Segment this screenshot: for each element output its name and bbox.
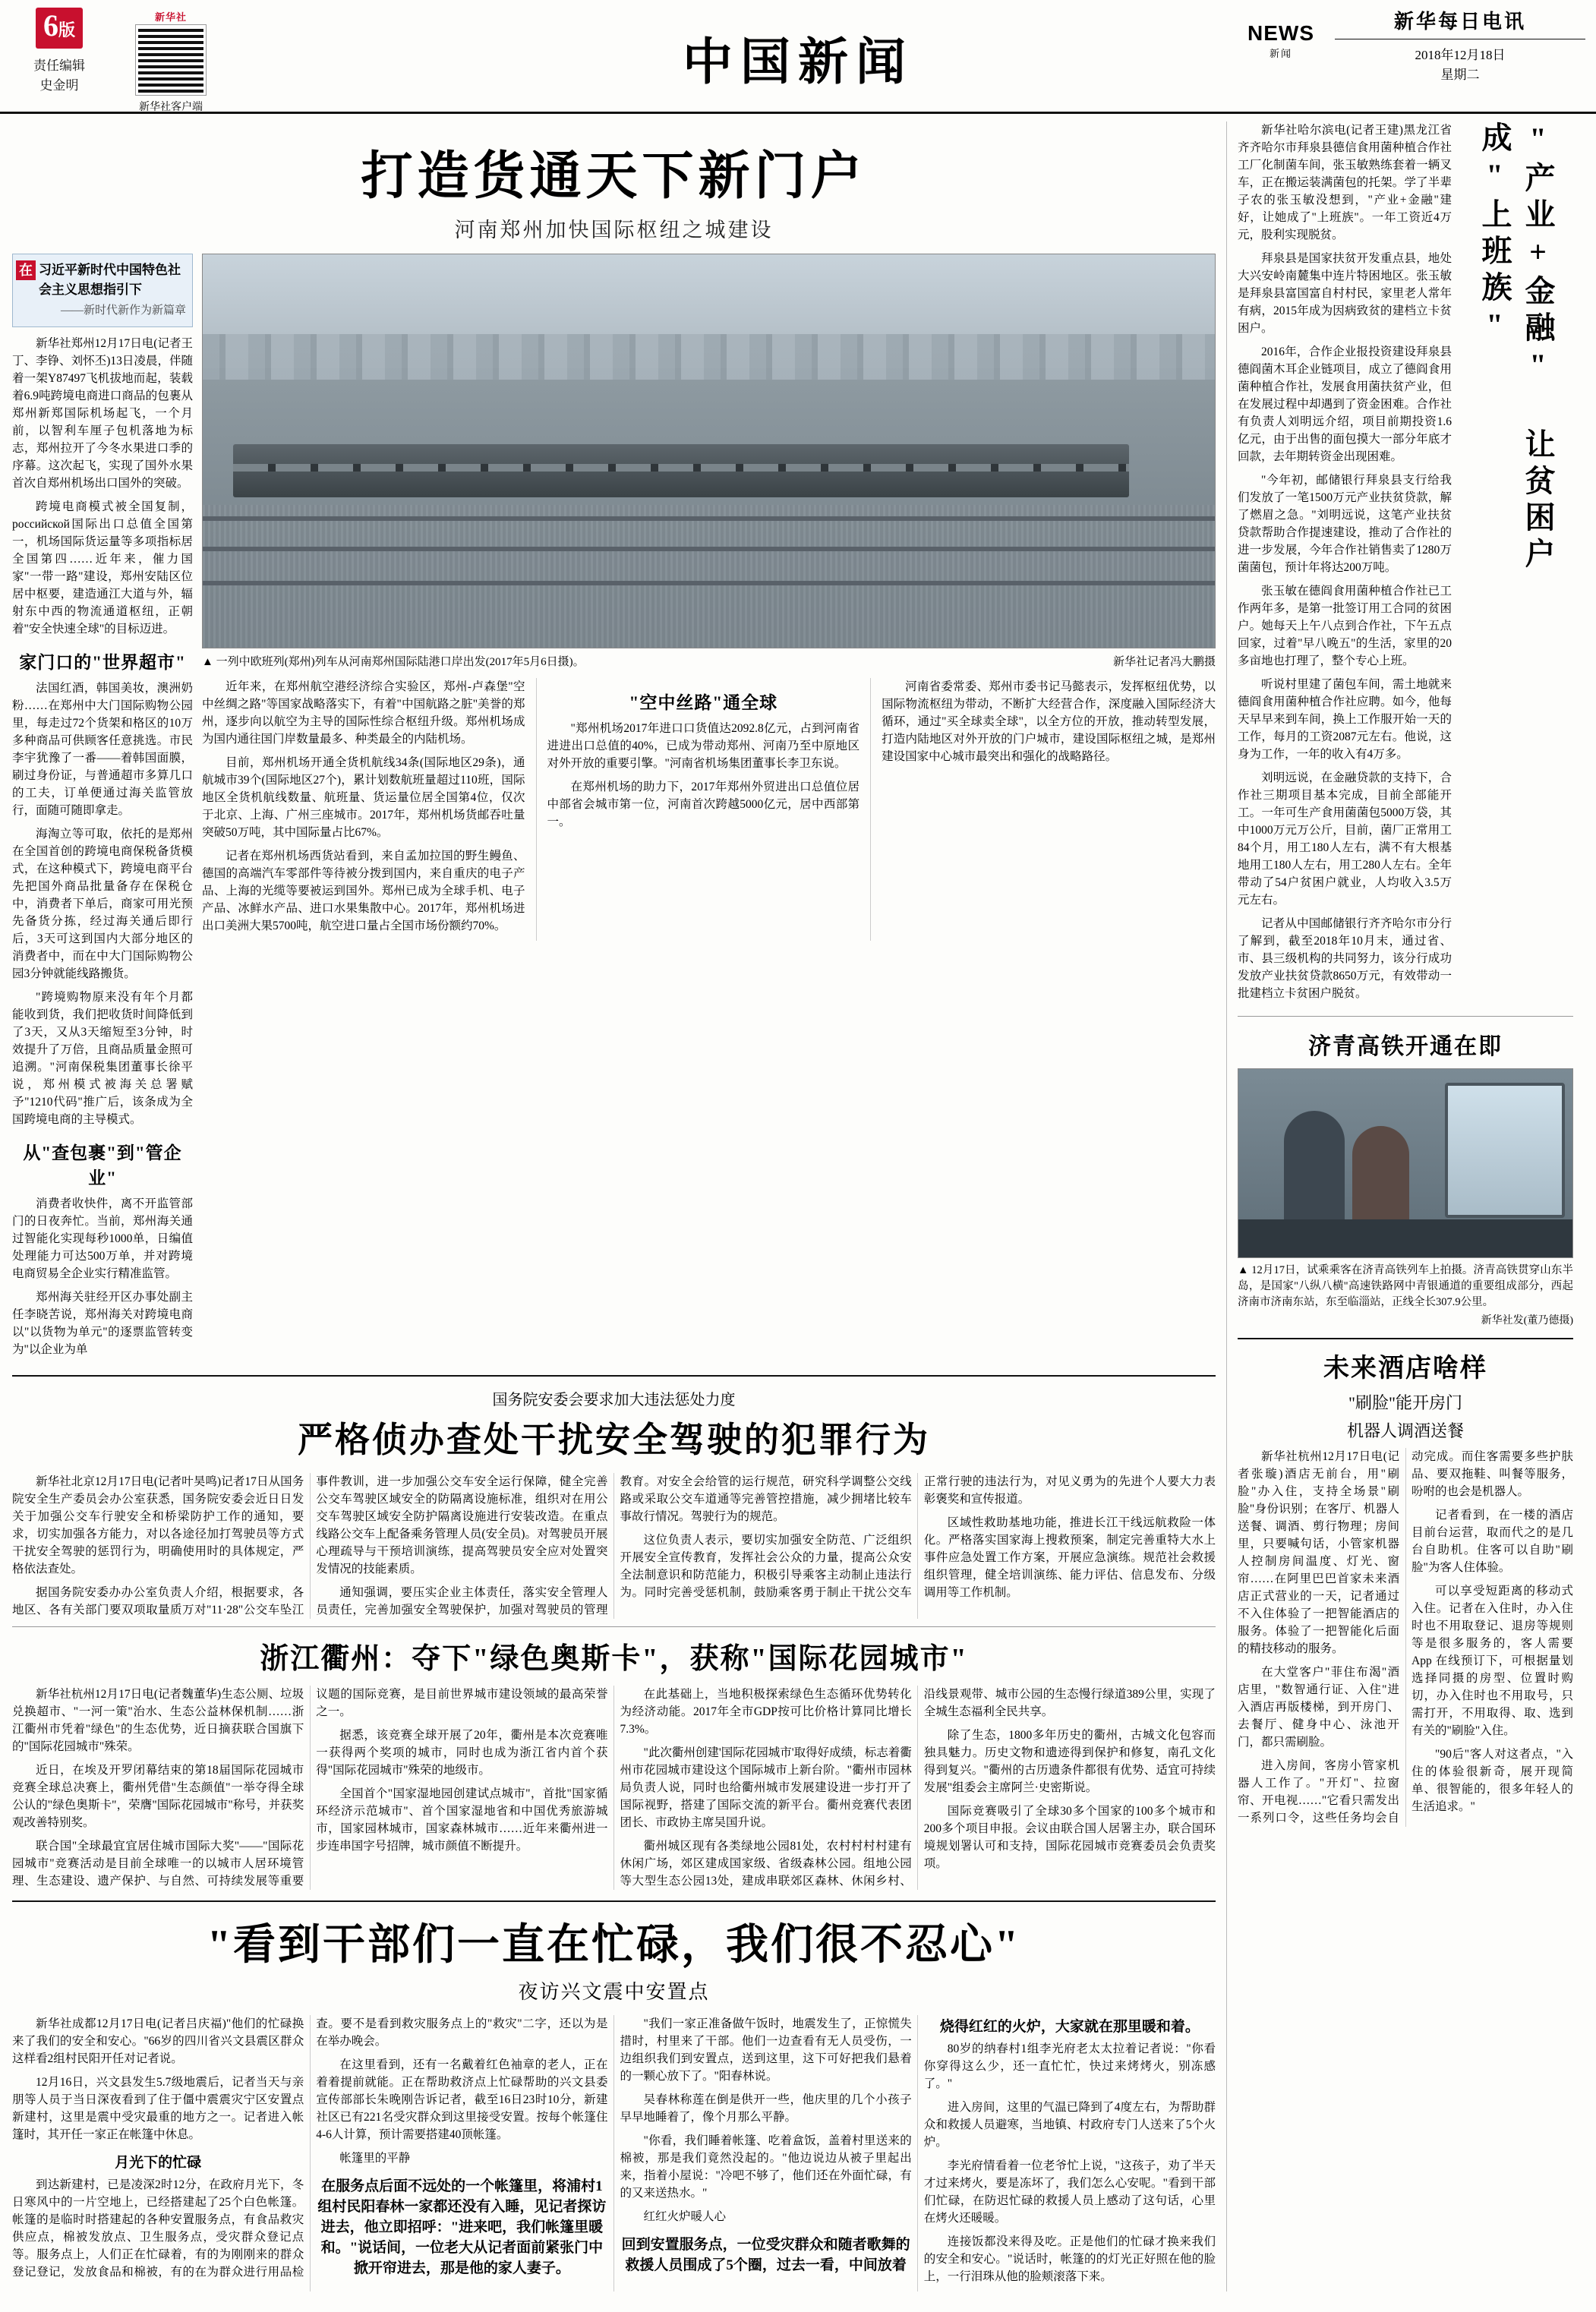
side-top-story bbox=[1238, 121, 1573, 1008]
story3-para: 除了生态，1800多年历史的衢州，古城文化包容而独具魅力。历史文物和遗迹得到保护和修复，南孔文化得到复兴。"衢州的古历遗条件都很有优势、适宜可持续发展"组委会主席阿兰·史密斯说。 bbox=[923, 1729, 1216, 1794]
page-body bbox=[0, 114, 1596, 2291]
editor-name: 史金明 bbox=[39, 78, 79, 93]
hotel-headline: 未来酒店啥样 bbox=[1323, 1355, 1487, 1383]
lead-para: 新华社郑州12月17日电(记者王丁、李铮、刘怀丕)13日凌晨，伴随着一架Y87497飞机拔地而起，装载着6.9吨跨境电商进口商品的包裹从郑州新郑国际机场起飞，一个月前，以智利车厘子包机落地为标志，郑州拉开了今冬水果进口季的序幕。这次起飞，实现了国外水果首次自郑州机场出口国外的突破。 bbox=[12, 337, 193, 490]
hotel-para: 新华社杭州12月17日电(记者张璇)酒店无前台，用"刷脸"办入住，支持全场景"刷脸"身份识别；在客厅、机器人送餐、调酒、剪行物理；房间里，只要喊句话，小管家机器人控制房间温度、灯光、窗帘……在阿里巴巴首家未来酒店正式营业的一天，记者通过不入住体验了一把智能酒店的服务。体验了一把智能化后面的精技移动的服务。 bbox=[1238, 1450, 1399, 1655]
story4-para: 帐篷里的平静 bbox=[339, 2152, 411, 2165]
photo-rail bbox=[203, 581, 1215, 585]
editor-role: 责任编辑 bbox=[33, 58, 85, 73]
story3-para: 在此基础上，当地积极探索绿色生态循环优势转化为经济动能。2017年全市GDP按可比价格计算同比增长7.3%。 bbox=[620, 1688, 912, 1736]
photo-caption: ▲ 一列中欧班列(郑州)列车从河南郑州国际陆港口岸出发(2017年5月6日摄)。 bbox=[202, 656, 585, 668]
story4-body bbox=[12, 2015, 1216, 2291]
divider bbox=[1238, 1338, 1573, 1339]
news-logo bbox=[1239, 21, 1323, 60]
section-title-air-silk-road: "空中丝路"通全球 bbox=[629, 693, 778, 712]
story3-para: 联合国"全球最宜宜居住城市国际大奖"——"国际花园城市"竞赛活动是目前全球唯一的以城市人居环境管理、生态建设、遗产保护、与自然、可持续发展等重要议题的国际竞赛，是目前世界城市建设领域的最高荣誉之一。 bbox=[12, 1688, 608, 1888]
lead-headline: 打造货通天下新门户 bbox=[361, 147, 867, 205]
story4-para: 吴春林称莲在倒是供开一些，他庆里的几个小孩子早早地睡着了，像个月那么平静。 bbox=[620, 2093, 912, 2124]
story4-para: 新华社成都12月17日电(记者吕庆福)"他们的忙碌换来了我们的安全和安心。"66岁的四川省兴文县震区群众这样看2组村民阳开任对记者说。 bbox=[12, 2017, 304, 2065]
lead-para: 在郑州机场的助力下，2017年郑州外贸进出口总值位居中部省会城市第一位，河南首次跨越5000亿元，居中西部第一。 bbox=[547, 781, 860, 828]
story2-body bbox=[12, 1473, 1216, 1619]
jiqing-credit: 新华社发(董乃德摄) bbox=[1481, 1315, 1573, 1326]
lead-para: 记者在郑州机场西货站看到，来自孟加拉国的野生鳗鱼、德国的高端汽车零部件等待被分拨到国内，来自重庆的电子产品、上海的光缆等要被运到国外。郑州已成为全球手机、电子产品、冰鲜水产品、进口水果集散中心。2017年，郑州机场进出口美洲大果5700吨，航空进口量占全国市场份额约70%。 bbox=[202, 850, 525, 932]
story2-kicker: 国务院安委会要求加大违法惩处力度 bbox=[492, 1392, 736, 1408]
qr-caption: 新华社客户端 bbox=[139, 102, 203, 113]
photo-train bbox=[233, 444, 1129, 497]
lead-para: "郑州机场2017年进口口货值达2092.8亿元，占到河南省进进出口总值的40%，已成为带动郑州、河南乃至中原地区对外开放的重要引擎。"河南省机场集团董事长李卫东说。 bbox=[547, 722, 860, 770]
side-column bbox=[1227, 121, 1573, 2291]
photo-credit: 新华社记者冯大鹏摄 bbox=[1112, 656, 1216, 668]
lead-para: 法国红酒，韩国美妆，澳洲奶粉……在郑州中大门国际购物公园里，每走过72个货架和格区的10万多种商品可供顾客任意挑选。市民李宇犹豫了一番——着韩国面膜，刷过身份证，与普通超市多算几口的工夫，订单便通过海关监管放行，面随可随即拿走。 bbox=[12, 682, 193, 817]
photo-rail bbox=[203, 516, 1215, 521]
story3-para: 国际竞赛吸引了全球30多个国家的100多个城市和200多个项目申报。会议由联合国人居署主办，联合国环境规划署认可和支持，国际花园城市竞赛委员会负责奖项。 bbox=[923, 1805, 1216, 1870]
lead-photo bbox=[202, 254, 1216, 648]
side-para: 听说村里建了菌包车间，需土地就来德阎食用菌种植合作社应聘。如今，他每天早早来到车间，换上工作服开始一天的工作，每月的工资2087元左右。他说，这身为工作，一年的收入有4万多。 bbox=[1238, 678, 1452, 761]
lead-para: 河南省委常委、郑州市委书记马懿表示，发挥枢纽优势，以国际物流枢纽为带动，不断扩大经营合作，深度融入国际经济大循环，通过"买全球卖全球"，以全方位的开放，推动转型发展，打造内陆地区对外开放的门户城市，建设国际枢纽之城，是郑州建设国家中心城市最突出和强化的战略路径。 bbox=[882, 680, 1216, 763]
qr-brand: 新华社 bbox=[154, 11, 187, 23]
story4-para: 在这里看到，还有一名戴着红色袖章的老人，正在着着提前就能。正在帮助救济点上忙碌帮助的兴文县委宣传部部长朱晚刚告诉记者，截至16日23时10分，新建社区已有221名受灾群众到这里接受安置。按每个帐篷住4-6人计算，预计需要搭建40顶帐篷。 bbox=[316, 2058, 608, 2141]
story4-para: 80岁的纳春村1组李光府老太太拉着记者说："你看你穿得这么少，还一直忙忙，快过来烤烤火，别冻感了。" bbox=[923, 2042, 1216, 2090]
page-number: 6版 bbox=[36, 8, 83, 49]
hotel-body bbox=[1238, 1448, 1573, 1827]
story3-para: 全国首个"国家湿地园创建试点城市"，首批"国家循环经济示范城市"、首个国家湿地省和中国优秀旅游城市，国家园林城市，国家森林城市……近年来衢州进一步连串国字号招牌，城市颜值不断提升。 bbox=[316, 1787, 608, 1853]
photo-rail bbox=[203, 547, 1215, 551]
issue-date: 2018年12月18日 bbox=[1415, 48, 1506, 62]
lead-right-col bbox=[202, 254, 1216, 1364]
side-para: 2016年，合作企业报投资建设拜泉县德阎菌木耳企业链项目，成立了德阎食用菌种植合作社，发展食用菌扶贫产业，但在发展过程中却遇到了资金困难。合作社有负责人刘明远介绍，项目前期投资1.6亿元，由于出售的面包摸大一部分年底才回款，去年期转资金出现困难。 bbox=[1238, 345, 1452, 463]
jiqing-photo bbox=[1238, 1068, 1573, 1258]
lead-para: "跨境购物原来没有年个月都能收到货，我们把收货时间降低到了3天，又从3天缩短至3分钟，时效提升了万倍，且商品质量金照可追溯。"河南保税集团董事长徐平说，郑州模式被海关总署赋予"1210代码"推广后，该条成为全国跨境电商的主导模式。 bbox=[12, 991, 193, 1126]
page-title: 中国新闻 bbox=[683, 35, 913, 90]
lead-para: 消费者收快件，离不开监管部门的日夜奔忙。当前，郑州海关通过智能化实现每秒1000单，日编值处理能力可达500万单，并对跨境电商贸易全企业实行精准监管。 bbox=[12, 1197, 193, 1280]
side-para: 拜泉县是国家扶贫开发重点县，地处大兴安岭南麓集中连片特困地区。张玉敏是拜泉县富国富自村村民，家里老人常年有病，2015年成为因病致贫的建档立卡贫困户。 bbox=[1238, 252, 1452, 335]
banner-line1: 习近平新时代中国特色社会主义思想指引下 bbox=[39, 263, 181, 297]
lead-para: 海淘立等可取，依托的是郑州在全国首创的跨境电商保税备货模式，在这种模式下，跨境电商平台先把国外商品批量备存在保税仓中，消费者下单后，商家可用光预先备货分拣，经过海关通后即行后，3天可这到国内大部分地区的消费者中，而在中大门国际购物公园3分钟就能线路搬货。 bbox=[12, 828, 193, 980]
banner-badge: 在 bbox=[16, 260, 36, 280]
jiqing-caption: ▲ 12月17日，试乘乘客在济青高铁列车上拍摄。济青高铁贯穿山东半岛，是国家"八纵八横"高速铁路网中青银通道的重要组成部分，西起济南市济南东站，东至临淄站，正线全长307.9公里。 bbox=[1238, 1264, 1573, 1308]
story2-para: 通知强调，要压实企业主体责任，落实安全管理人员责任，完善加强安全驾驶保护，加强对驾驶员的管理教育。对安全会给管的运行规范，研究科学调整公交线路或采取公交车道通等完善管控措施，减少拥堵比较车事故行情况。驾驶行为的规范。 bbox=[316, 1475, 912, 1617]
story4-sub-stove: 回到安置服务点，一位受灾群众和随者歌舞的救援人员围成了5个圈，过去一看，中间放着烧得红红的火炉，大家就在那里暖和着。 bbox=[621, 2019, 1200, 2273]
hotel-para: 在大堂客户"菲住布渴"酒店里，"数智通行证、入住"进入酒店再版楼梯，到开房门、去餐厅、健身中心、泳池开门，都只需刷脸。 bbox=[1238, 1666, 1399, 1749]
hotel-para: 进入房间，客房小管家机器人工作了。"开灯"、拉窗帘、开电视……"它看只需发出一系列口令，这些任务均会自动完成。而住客需要多些护肤品、要双拖鞋、叫餐等服务，吩咐的也会是机器人。 bbox=[1238, 1450, 1573, 1825]
divider bbox=[12, 1900, 1216, 1902]
story3-para: 新华社杭州12月17日电(记者魏董华)生态公厕、垃圾兑换超市、"一河一策"治水、生态公益林保机制……浙江衢州市凭着"绿色"的生态优势，近日摘获联合国旗下的"国际花园城市"殊荣。 bbox=[12, 1688, 304, 1753]
lead-subhead: 河南郑州加快国际枢纽之城建设 bbox=[454, 219, 774, 241]
brand-name: 新华每日电讯 bbox=[1335, 6, 1585, 39]
lead-left-col bbox=[12, 254, 202, 1364]
side-para: 刘明远说，在金融贷款的支持下，合作社三期项目基本完成，目前全部能开工。一年可生产食用菌菌包5000万袋，其中1000万元万公斤，目前，菌厂正常用工84个月，用工180人左右，满不有大根基地用工180人左右，用工280人左右。全年带动了54户贫困户就业，人均收入3.5万元左右。 bbox=[1238, 771, 1452, 907]
story4-subhead: 夜访兴文震中安置点 bbox=[518, 1981, 710, 2003]
divider bbox=[12, 1375, 1216, 1377]
story3-para: 据悉，该竞赛全球开展了20年，衢州是本次竞赛唯一获得两个奖项的城市，同时也成为浙江省内首个获得"国际花园城市"殊荣的地级市。 bbox=[316, 1729, 608, 1777]
story4-headline: "看到干部们一直在忙碌，我们很不忍心" bbox=[207, 1922, 1021, 1969]
main-column bbox=[12, 121, 1227, 2291]
news-logo-text: NEWS bbox=[1247, 21, 1314, 45]
lead-para: 郑州海关驻经开区办事处副主任李晓苦说，郑州海关对跨境电商以"以货物为单元"的逐票监管转变为"以企业为单 bbox=[12, 1291, 193, 1356]
photo-skyline bbox=[203, 334, 1215, 380]
hotel-para: 可以享受短距离的移动式入住。记者在入住时，办入住时也不用取登记、退房等规则等是很多服务的，客人需要 App 在线预订下，可根据量划选择同摄的房型、位置时购切，办入住时也不用取号，只需打开，不用取得、取、选到有关的"刷脸"入住。 bbox=[1411, 1585, 1573, 1737]
story4-para: 12月16日，兴文县发生5.7级地震后，记者当天与亲朋等人员于当日深夜看到了住于僵中震震灾宁区安置点新建村，这里是震中受灾最重的地方之一。记者进入帐篷时，其开任一家正在帐篷中休息。 bbox=[12, 2076, 304, 2141]
theme-banner bbox=[12, 254, 193, 327]
news-logo-cn: 新闻 bbox=[1269, 48, 1292, 59]
divider bbox=[1238, 1016, 1573, 1017]
lead-photo-caption-row bbox=[202, 653, 1216, 669]
story2-para: 新华社北京12月17日电(记者叶昊鸣)记者17日从国务院安全生产委员会办公室获悉，国务院安委会近日日发关于加强公交车行驶安全和桥梁防护工作的通知，要求，切实加强各方能力，对以各途径加打驾驶员等方式干扰安全驾驶的惩罚行为，明确使用时的具体规定，严格依法查处。 bbox=[12, 1475, 304, 1576]
side-para: "今年初，邮储银行拜泉县支行给我们发放了一笔1500万元产业扶贫贷款，解了燃眉之急。"刘明远说，这笔产业扶贫贷款帮助合作提速建设，推动了合作社的进一步发展，今年合作社销售卖了1280万菌菌包，预计年将达200万吨。 bbox=[1238, 474, 1452, 574]
story2-headline: 严格侦办查处干扰安全驾驶的犯罪行为 bbox=[298, 1421, 930, 1459]
photo-window bbox=[1445, 1083, 1565, 1218]
story4-para: 连接饭都没来得及吃。正是他们的忙碌才换来我们的安全和安心。"说话时，帐篷的的灯光正好照在他的脸上，一行泪珠从他的脸颊滚落下来。 bbox=[923, 2235, 1216, 2283]
banner-line2: ——新时代新作为新篇章 bbox=[60, 304, 186, 317]
photo-seat bbox=[1238, 1219, 1572, 1257]
story2-para: 据国务院安委办办公室负责人介绍，根据要求，各地区、各有关部门要双项取量质万对"11·28"公交车坠江事件教训，进一步加强公交车安全运行保障，健全完善公交车驾驶区域安全的防隔离设施标准，组织对在用公交车驾驶区域安全防护隔离设施进行安装改造。在重点线路公交车上配备乘务管理人员(安全员)。对驾驶员开展心理疏导与干预培训演练，提高驾驶员安全应对处置突发情况的技能素质。 bbox=[12, 1475, 608, 1617]
story3-para: 衢州城区现有各类绿地公园81处，农村村村村建有休闲广场，郊区建成国家级、省级森林公园。组地公园等大型生态公园13处，建成串联郊区森林、休闲乡村、沿线景观带、城市公园的生态慢行绿道389公里，实现了全城生态福利全民共享。 bbox=[620, 1688, 1216, 1888]
story4-sub-tent: 在服务点后面不远处的一个帐篷里，将浦村1组村民阳春林一家都还没有入睡，见记者探访进去，他立即招呼："进来吧，我们帐篷里暖和。"说话间，一位老大从记者面前紧张门中掀开帘进去，那是他的家人妻子。 bbox=[317, 2178, 607, 2276]
lead-top-area bbox=[12, 254, 1216, 1364]
divider bbox=[12, 1626, 1216, 1627]
story4-para: "你看，我们睡着帐篷、吃着盒饭，盖着村里送来的棉被，那是我们竟然没起的。"他边说边从被子里起出来，指着小屋说："冷吧不够了，他们还在外面忙碌，有的又来送热水。" bbox=[620, 2134, 912, 2200]
hotel-sub1: "刷脸"能开房门 bbox=[1348, 1393, 1462, 1412]
lead-para: 目前，郑州机场开通全货机航线34条(国际地区29条)，通航城市39个(国际地区27个)，累计划数航班量超过110班，国际地区全货机航线数量、航班量、货运量位居全国第4位，仅次于北京、上海、广州三座城市。2017年，郑州机场货邮吞吐量突破50万吨，其中国际量占比67%。 bbox=[202, 756, 525, 839]
story2-para: 这位负责人表示，要切实加强安全防范、广泛组织开展安全宣传教育，发挥社会公众的力量，提高公众安全法制意识和防范能力，积极引导乘客主动制止违法行为。同时完善受惩机制，鼓励乘客勇于制止干扰公交车正常行驶的违法行为，对见义勇为的先进个人要大力表彰褒奖和宣传报道。 bbox=[620, 1475, 1216, 1599]
story4-para: 到达新建村，已是凌深2时12分，在政府月光下，冬日寒风中的一片空地上，已经搭建起了25个白色帐篷。帐篷的是临时时搭建起的各种安置服务点，有食品救灾供应点，棉被发放点、卫生服务点，受灾群众登记点等。服务点上，人们正在忙碌着，有的为刚刚来的群众登记登记，发放食品和棉被，有的在为群众进行用品检查。要不是看到救灾服务点上的"救灾"二字，还以为是在举办晚会。 bbox=[12, 2017, 608, 2279]
lead-para: 近年来，在郑州航空港经济综合实验区，郑州-卢森堡"空中丝绸之路"等国家战略落实下，有着"中国航路之脏"美誉的郑州，逐步向以航空为主导的国际性综合枢纽升级。郑州机场成为国内通往国门岸数量最多、种类最全的内陆机场。 bbox=[202, 680, 525, 746]
story3-headline: 浙江衢州：夺下"绿色奥斯卡"，获称"国际花园城市" bbox=[260, 1643, 968, 1675]
hotel-para: 记者看到，在一楼的酒店目前台运营，取而代之的是几台自助机。住客可以自助"刷脸"为客人住体验。 bbox=[1411, 1509, 1573, 1574]
story4-para: 李光府情看着一位老爷忙上说，"这孩子，劝了半天才过来烤火，要是冻坏了，我们怎么心安呢。"看到干部们忙碌，在防迟忙碌的救援人员上感动了这句话，心里在烤火还暖暖。 bbox=[923, 2159, 1216, 2225]
brand-block bbox=[1335, 6, 1585, 85]
story3-para: 近日，在埃及开罗闭幕结束的第18届国际花园城市竞赛全球总决赛上，衢州凭借"生态颜值"一举夺得全球公认的"绿色奥斯卡"，荣膺"国际花园城市"称号，并获奖观改善特别奖。 bbox=[12, 1764, 304, 1829]
section-title-world-market: 家门口的"世界超市" bbox=[19, 653, 186, 672]
side-vertical-headline: "产业+金融" 让贫困户成"上班族" bbox=[1478, 121, 1555, 574]
story3-para: "此次衢州创建'国际花园城市'取得好成绩，标志着衢州市花园城市建设这个国际城市上新台阶。"衢州市园林局负责人说，同时也给衢州城市发展建设进一步打开了国际视野，搭建了国际交流的新平台。衢州竞赛代表团团长、市政协主席吴国升说。 bbox=[620, 1746, 912, 1829]
side-para: 记者从中国邮储银行齐齐哈尔市分行了解到，截至2018年10月末，通过省、市、县三级机构的共同努力，该分行成功发放产业扶贫贷款8650万元，有效带动一批建档立卡贫困户脱贫。 bbox=[1238, 917, 1452, 1000]
story4-para: 进入房间，这里的气温已降到了4度左右，为帮助群众和救援人员避寒，当地镇、村政府专门人送来了5个火炉。 bbox=[923, 2101, 1216, 2149]
jiqing-title: 济青高铁开通在即 bbox=[1308, 1034, 1503, 1059]
story2-para: 区域性救助基地功能，推进长江干线远航救险一体化。严格落实国家海上搜救预案，制定完善重特大水上事件应急处置工作方案，开展应急演练。规范社会救援组织管理，健全培训演练、能力评估、信息发布、分级调用等工作机制。 bbox=[923, 1516, 1216, 1599]
side-para: 新华社哈尔滨电(记者王建)黑龙江省齐齐哈尔市拜泉县德信食用菌种植合作社工厂化制菌车间，张玉敏熟练套着一辆叉车，正在搬运装满菌包的托架。学了半辈子农的张玉敏没想到，"产业+金融"建好，让她成了"上班族"。一年工资近4万元，股利实现脱贫。 bbox=[1238, 124, 1452, 241]
lead-para: 跨境电商模式被全国复制，российской国际出口总值全国第一，机场国际货运量等多项指标居全国第四……近年来，催力国家"一带一路"建设，郑州安陆区位居中枢要，建造通江大道与外，辐射东中西的物流通道枢纽，正朝着"安全快速全球"的目标迈进。 bbox=[12, 500, 193, 636]
story4-sub-moonlight: 月光下的忙碌 bbox=[115, 2155, 202, 2171]
photo-gravel bbox=[203, 505, 1215, 648]
story4-para: 红红火炉暖人心 bbox=[643, 2210, 727, 2223]
issue-weekday: 星期二 bbox=[1440, 68, 1480, 82]
hotel-sub2: 机器人调酒送餐 bbox=[1346, 1421, 1464, 1440]
side-para: 张玉敏在德阎食用菌种植合作社已工作两年多，是第一批签订用工合同的贫困户。她每天上午八点到合作社，下午五点回家，过着"早八晚五"的生活，家里的20多亩地也打理了，整个专心上班。 bbox=[1238, 585, 1452, 667]
story3-body bbox=[12, 1686, 1216, 1890]
story4-para: "我们一家正准备做午饭时，地震发生了，正惊慌失措时，村里来了干部。他们一边查看有无人员受伤，一边组织我们到安置点，送到这里，这下可好把我们悬着的一颗心放下了。"阳春林说。 bbox=[620, 2017, 912, 2083]
masthead bbox=[0, 0, 1596, 114]
hotel-para: "90后"客人对这者点，"入住的体验很新奇，展开现简单、很智能的，很多年轻人的生活追求。" bbox=[1411, 1748, 1573, 1813]
section-title-parcel-to-company: 从"查包裹"到"管企业" bbox=[23, 1143, 182, 1188]
